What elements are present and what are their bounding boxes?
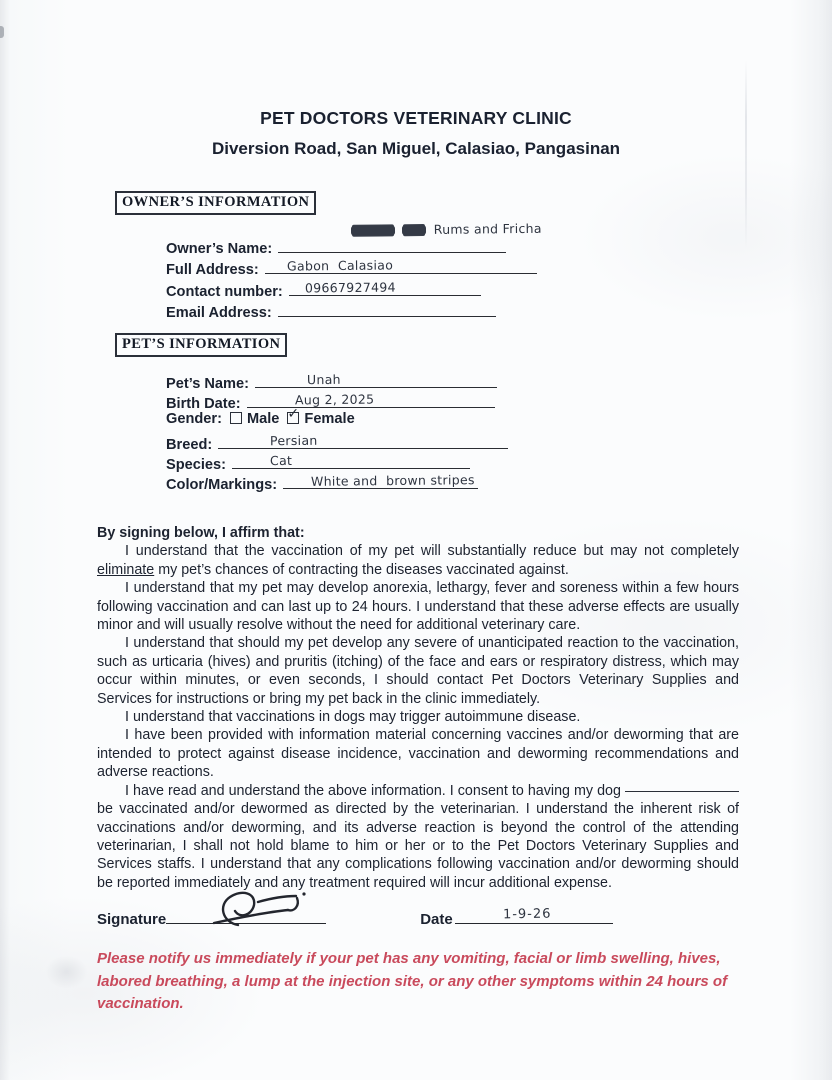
- pet-gender-row: [166, 411, 508, 431]
- pet-birthdate-value: Aug 2, 2025: [294, 391, 375, 408]
- owner-email-field-line: [278, 299, 496, 317]
- owner-contact-label: Contact number:: [166, 283, 283, 300]
- owner-name-value: Rums and Fricha: [433, 220, 543, 237]
- affirmation-paragraph-2: I understand that my pet may develop anorexia, lethargy, fever and soreness within a few hours following vaccination and can last up to 24 hours. I understand that these adverse effects are usually minor and will usually resolve without the need for additional veterinary care.: [97, 580, 739, 634]
- affirmation-paragraph-5: I have been provided with information material concerning vaccines and/or deworming that are intended to protect against disease incidence, vaccination and deworming recommendations and adverse reactions.: [97, 727, 739, 781]
- date-value: 1-9-26: [502, 906, 552, 923]
- pet-name-value: Unah: [306, 371, 341, 388]
- owner-name-row: [166, 220, 543, 257]
- p1-after: my pet’s chances of contracting the diseases vaccinated against.: [154, 561, 569, 578]
- affirmation-paragraph-3: I understand that should my pet develop any severe of unanticipated reaction to the vaccination, such as urticaria (hives) and pruritis (itching) of the face and ears or respiratory distress, which may occur within minutes, or even seconds, I should contact Pet Doctors Veterinary Supplies and Services for instructions or bring my pet back in the clinic immediately.: [97, 635, 739, 707]
- pet-breed-label: Breed:: [166, 436, 213, 453]
- owner-address-row: [166, 256, 537, 277]
- affirmation-heading: By signing below, I affirm that:: [97, 525, 305, 541]
- p1-underlined-word: eliminate: [97, 561, 155, 578]
- affirmation-paragraph-1: [97, 542, 739, 579]
- pet-species-field-line: [232, 451, 470, 469]
- pet-birthdate-row: [166, 390, 508, 413]
- pet-info-heading: PET’S INFORMATION: [115, 333, 287, 357]
- owner-email-label: Email Address:: [166, 305, 272, 322]
- scan-edge-speck: [0, 26, 4, 38]
- pet-breed-value: Persian: [270, 432, 318, 449]
- pet-birthdate-label: Birth Date:: [166, 396, 241, 413]
- signature-label: Signature: [97, 911, 167, 928]
- owner-address-label: Full Address:: [166, 262, 259, 279]
- p6-after: be vaccinated and/or dewormed as directed by the veterinarian. I understand the inherent risk of vaccinations and/or deworming, and its adverse reaction is beyond the control of the attending veterinarian, I shall not hold blame to him or her or to the Pet Doctors Veterinary Supplies and Services staffs. I understand that any complications following vaccination and/or deworming should be reported immediately and any treatment required will incur additional expense.: [97, 801, 739, 891]
- pet-color-label: Color/Markings:: [166, 477, 278, 494]
- pet-color-field-line: [283, 471, 478, 489]
- signature-line: [166, 905, 326, 924]
- scribbled-out-text: [351, 223, 426, 239]
- clinic-name: PET DOCTORS VETERINARY CLINIC: [260, 108, 572, 128]
- owner-address-value: Gabon Calasiao: [286, 257, 393, 274]
- owner-email-row: [166, 299, 537, 320]
- pet-breed-field-line: [218, 431, 508, 449]
- affirmation-paragraph-6: [97, 782, 739, 892]
- owner-name-label: Owner’s Name:: [166, 241, 273, 257]
- pet-color-row: [166, 471, 508, 494]
- owner-contact-field-line: [289, 278, 481, 296]
- owner-info-fields: [166, 220, 543, 322]
- pet-color-value: White and brown stripes: [311, 472, 475, 490]
- date-label: Date: [420, 911, 453, 928]
- pet-name-row: [166, 370, 508, 390]
- date-line: [455, 905, 613, 924]
- pet-species-label: Species:: [166, 457, 227, 474]
- owner-contact-value: 09667927494: [304, 279, 396, 296]
- p6-before: I have read and understand the above information. I consent to having my dog: [125, 782, 625, 799]
- affirmation-paragraph-4: I understand that vaccinations in dogs may trigger autoimmune disease.: [125, 709, 581, 726]
- dog-name-blank-line: [625, 791, 739, 792]
- pet-species-row: [166, 451, 508, 474]
- pet-name-field-line: [255, 370, 497, 388]
- pet-gender-label: Gender:: [166, 410, 222, 427]
- red-warning-note: Please notify us immediately if your pet has any vomiting, facial or limb swelling, hives, labored breathing, a lump at the injection site, or any other symptoms within 24 hours of vaccination.: [97, 950, 728, 1012]
- clinic-address: Diversion Road, San Miguel, Calasiao, Pangasinan: [211, 139, 621, 158]
- p1-before: I understand that the vaccination of my pet will substantially reduce but may not completely: [125, 543, 739, 560]
- pet-breed-row: [166, 431, 508, 451]
- pet-species-value: Cat: [269, 453, 293, 469]
- signature-section: [97, 905, 613, 928]
- owner-name-field-line: [278, 220, 543, 253]
- female-checkbox-checked: [287, 412, 299, 424]
- owner-info-heading: OWNER’S INFORMATION: [115, 191, 316, 215]
- owner-contact-row: [166, 278, 537, 299]
- pet-name-label: Pet’s Name:: [166, 376, 250, 392]
- affirmation-text: [97, 524, 739, 892]
- pet-info-fields: [166, 370, 508, 492]
- male-label: Male: [246, 410, 280, 427]
- male-checkbox: [230, 412, 242, 424]
- pet-birthdate-field-line: [247, 390, 495, 408]
- handwritten-signature: [204, 885, 324, 929]
- female-label: Female: [304, 410, 355, 427]
- owner-address-field-line: [265, 256, 537, 274]
